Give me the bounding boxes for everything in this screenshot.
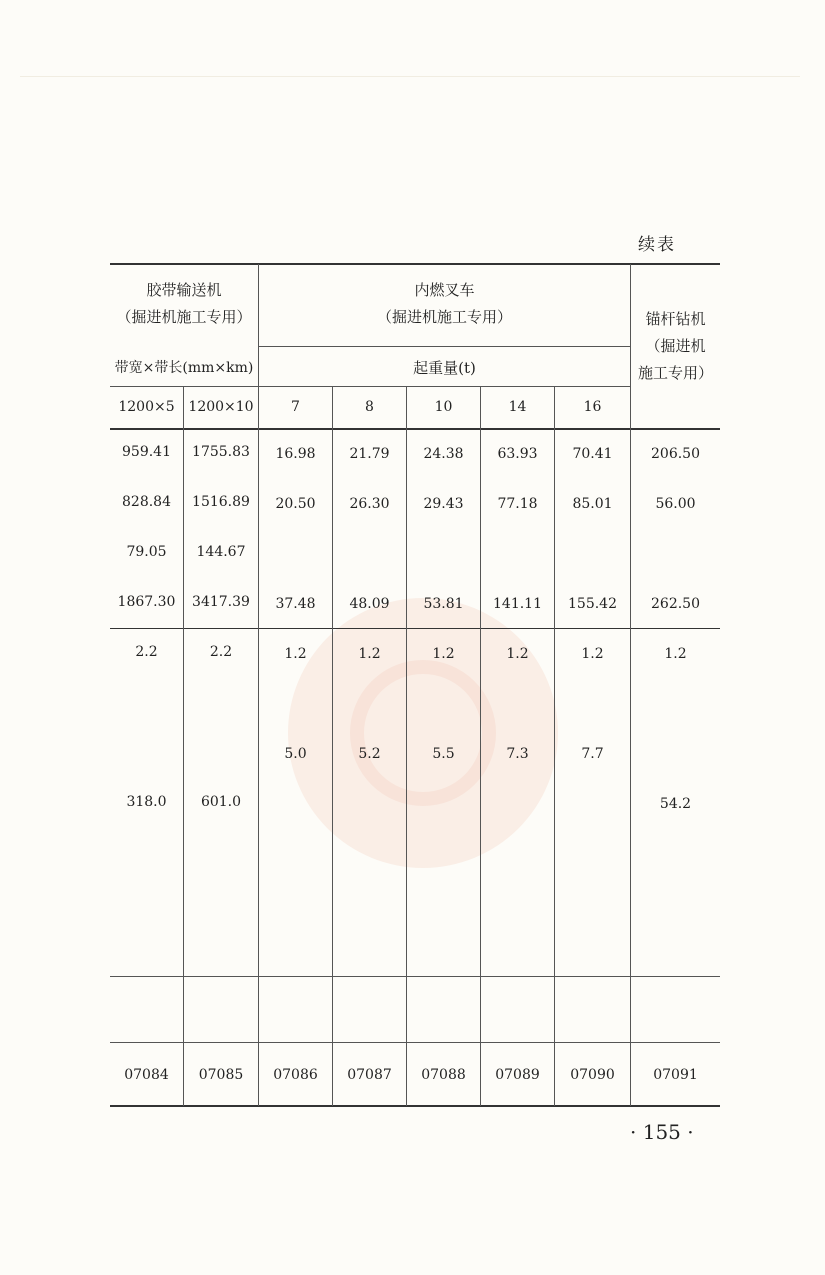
value-cell: 5.2 bbox=[358, 746, 381, 762]
code-cell: 07085 bbox=[198, 1067, 244, 1083]
spec-header-rule bbox=[110, 386, 630, 387]
value-cell: 1.2 bbox=[506, 646, 529, 662]
value-cell: 79.05 bbox=[126, 544, 167, 560]
value-cell: 1516.89 bbox=[192, 494, 250, 510]
value-cell: 601.0 bbox=[200, 794, 242, 810]
value-cell: 144.67 bbox=[196, 544, 246, 560]
value-cell: 318.0 bbox=[126, 794, 167, 810]
group-divider-2 bbox=[630, 264, 631, 1106]
value-cell: 85.01 bbox=[572, 496, 613, 512]
forklift-header: 内燃叉车 （掘进机施工专用） bbox=[376, 281, 512, 326]
code-cell: 07089 bbox=[495, 1067, 540, 1083]
belt-conveyor-header: 胶带输送机 （掘进机施工专用） bbox=[116, 281, 252, 326]
code-cell: 07090 bbox=[570, 1067, 615, 1083]
page-number: · 155 · bbox=[630, 1120, 694, 1144]
section-rule-3 bbox=[110, 1042, 720, 1043]
value-cell: 26.30 bbox=[349, 496, 390, 512]
value-cell: 56.00 bbox=[655, 496, 696, 512]
section-rule-1 bbox=[110, 628, 720, 629]
value-cell: 1755.83 bbox=[192, 444, 250, 460]
code-cell: 07087 bbox=[347, 1067, 392, 1083]
code-cell: 07086 bbox=[273, 1067, 318, 1083]
value-cell: 21.79 bbox=[349, 446, 390, 462]
spec-cell: 16 bbox=[583, 399, 602, 415]
value-cell: 29.43 bbox=[423, 496, 464, 512]
value-cell: 262.50 bbox=[651, 596, 700, 612]
table-bottom-border bbox=[110, 1105, 720, 1107]
value-cell: 63.93 bbox=[497, 446, 538, 462]
value-cell: 1.2 bbox=[664, 646, 687, 662]
section-rule-2 bbox=[110, 976, 720, 977]
header-bottom-rule bbox=[110, 428, 720, 430]
value-cell: 20.50 bbox=[275, 496, 316, 512]
value-cell: 53.81 bbox=[423, 596, 464, 612]
page-top-rule bbox=[20, 76, 800, 77]
group-divider-1 bbox=[258, 264, 259, 1106]
value-cell: 48.09 bbox=[349, 596, 390, 612]
bolter-header: 锚杆钻机 （掘进机 施工专用） bbox=[637, 310, 713, 382]
value-cell: 1.2 bbox=[358, 646, 381, 662]
value-cell: 37.48 bbox=[275, 596, 316, 612]
value-cell: 1867.30 bbox=[117, 594, 176, 610]
value-cell: 5.0 bbox=[284, 746, 307, 762]
code-cell: 07084 bbox=[124, 1067, 169, 1083]
value-cell: 2.2 bbox=[209, 644, 233, 660]
spec-cell: 10 bbox=[434, 399, 453, 415]
value-cell: 3417.39 bbox=[192, 594, 250, 610]
value-cell: 1.2 bbox=[581, 646, 604, 662]
value-cell: 2.2 bbox=[135, 644, 158, 660]
value-cell: 1.2 bbox=[284, 646, 307, 662]
spec-cell: 8 bbox=[365, 399, 374, 415]
watermark-ring bbox=[350, 660, 496, 806]
belt-spec-label: 带宽×带长(mm×km) bbox=[114, 360, 254, 376]
value-cell: 141.11 bbox=[493, 596, 542, 612]
forklift-header-rule bbox=[259, 346, 630, 347]
forklift-spec-label: 起重量(t) bbox=[413, 359, 476, 377]
value-cell: 77.18 bbox=[497, 496, 538, 512]
code-cell: 07091 bbox=[653, 1067, 698, 1083]
value-cell: 24.38 bbox=[423, 446, 464, 462]
value-cell: 5.5 bbox=[432, 746, 455, 762]
value-cell: 206.50 bbox=[651, 446, 700, 462]
value-cell: 959.41 bbox=[122, 444, 171, 460]
value-cell: 7.7 bbox=[581, 746, 604, 762]
spec-cell: 14 bbox=[508, 399, 527, 415]
code-cell: 07088 bbox=[421, 1067, 466, 1083]
value-cell: 155.42 bbox=[568, 596, 617, 612]
value-cell: 828.84 bbox=[122, 494, 171, 510]
continued-label: 续表 bbox=[638, 235, 676, 255]
spec-cell: 1200×10 bbox=[188, 399, 254, 415]
table-top-border bbox=[110, 263, 720, 265]
value-cell: 70.41 bbox=[572, 446, 613, 462]
value-cell: 16.98 bbox=[275, 446, 316, 462]
spec-cell: 1200×5 bbox=[118, 399, 175, 415]
value-cell: 7.3 bbox=[506, 746, 529, 762]
spec-cell: 7 bbox=[291, 399, 300, 415]
value-cell: 1.2 bbox=[432, 646, 455, 662]
value-cell: 54.2 bbox=[659, 796, 692, 812]
